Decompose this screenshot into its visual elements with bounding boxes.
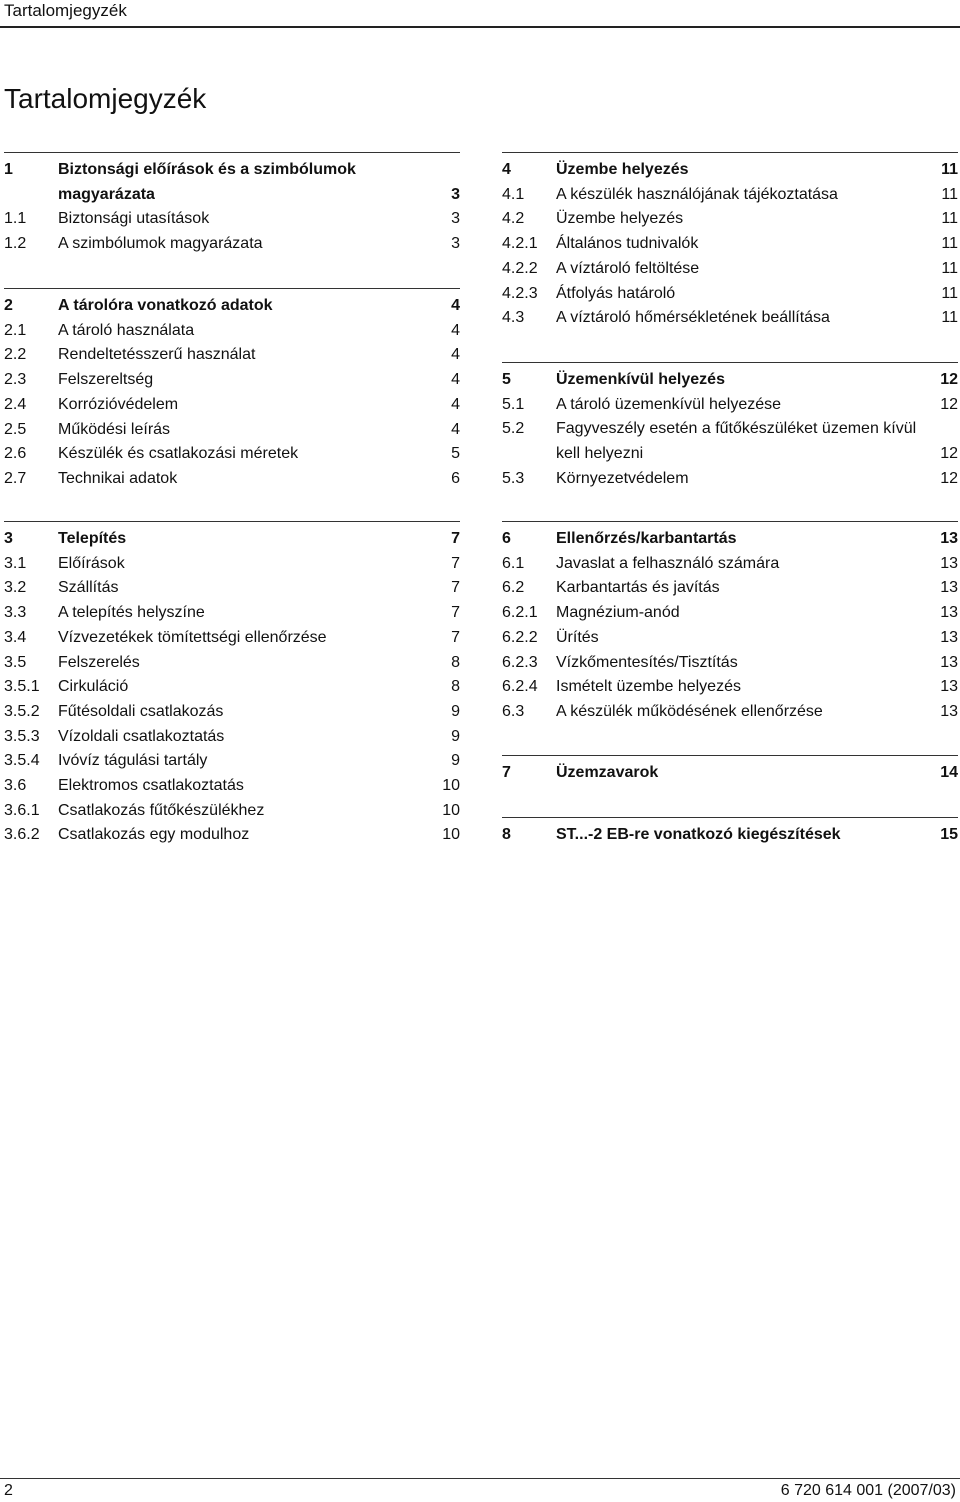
page-title: Tartalomjegyzék bbox=[4, 83, 207, 114]
toc-entry-title: Csatlakozás egy modulhoz bbox=[58, 826, 250, 844]
toc-entry-page: 15 bbox=[940, 826, 958, 843]
toc-entry-title: Átfolyás határoló bbox=[556, 284, 676, 302]
section-divider bbox=[4, 288, 460, 289]
toc-entry-number: 3.5.4 bbox=[4, 752, 40, 770]
toc-entry-title: A tároló üzemenkívül helyezése bbox=[556, 395, 782, 413]
toc-entry-page: 8 bbox=[451, 678, 460, 696]
toc-entry-title: Szállítás bbox=[58, 579, 119, 597]
toc-entry-number: 5.1 bbox=[502, 395, 525, 413]
toc-entry-page: 13 bbox=[940, 678, 958, 696]
toc-entry-page: 10 bbox=[442, 801, 460, 819]
toc-entry bbox=[4, 207, 460, 232]
toc-entry-number: 3.4 bbox=[4, 628, 27, 646]
running-header: Tartalomjegyzék bbox=[4, 1, 127, 20]
toc-entry-page: 12 bbox=[940, 445, 958, 463]
toc-entry-title: Környezetvédelem bbox=[556, 469, 689, 487]
toc-entry bbox=[4, 343, 460, 368]
toc-entry bbox=[502, 232, 958, 257]
header-divider bbox=[0, 26, 960, 28]
toc-entry-title: Magnézium-anód bbox=[556, 604, 680, 622]
section-divider bbox=[502, 362, 958, 363]
toc-entry-page: 13 bbox=[940, 530, 958, 547]
toc-entry-number: 4.1 bbox=[502, 185, 525, 203]
toc-entry-number: 1.2 bbox=[4, 235, 27, 253]
toc-entry-page: 11 bbox=[941, 235, 958, 253]
toc-entry bbox=[4, 467, 460, 492]
toc-entry-number: 6.3 bbox=[502, 702, 525, 720]
toc-entry-page: 12 bbox=[940, 395, 958, 413]
toc-entry-title: Ellenőrzés/karbantartás bbox=[556, 530, 737, 547]
toc-entry bbox=[502, 393, 958, 418]
toc-entry-page: 4 bbox=[451, 346, 460, 364]
toc-entry-title: Működési leírás bbox=[58, 420, 171, 438]
toc-entry-page: 13 bbox=[940, 554, 958, 572]
toc-entry bbox=[4, 393, 460, 418]
toc-entry-title: A készülék használójának tájékoztatása bbox=[556, 185, 838, 203]
toc-entry-number: 2.7 bbox=[4, 469, 27, 487]
section-divider bbox=[502, 755, 958, 756]
toc-entry bbox=[502, 700, 958, 725]
toc-entry-title: Üzembe helyezés bbox=[556, 161, 689, 178]
toc-entry bbox=[502, 651, 958, 676]
toc-entry-page: 4 bbox=[451, 420, 460, 438]
footer-document-id: 6 720 614 001 (2007/03) bbox=[780, 1482, 956, 1499]
toc-entry-number: 2.3 bbox=[4, 371, 27, 389]
toc-entry-number: 3.6.1 bbox=[4, 801, 40, 819]
toc-entry-page: 10 bbox=[442, 826, 460, 844]
toc-entry-number: 5.3 bbox=[502, 469, 525, 487]
toc-entry-list bbox=[502, 761, 958, 786]
section-divider bbox=[4, 521, 460, 522]
toc-entry-page: 7 bbox=[451, 604, 460, 622]
footer-divider bbox=[0, 1478, 960, 1479]
toc-entry-number: 3.1 bbox=[4, 554, 27, 572]
toc-entry bbox=[502, 306, 958, 331]
toc-entry bbox=[502, 257, 958, 282]
toc-entry-number: 4.2 bbox=[502, 210, 525, 228]
section-divider bbox=[502, 817, 958, 818]
toc-entry bbox=[502, 626, 958, 651]
toc-entry-title: Vízvezetékek tömítettségi ellenőrzése bbox=[58, 628, 327, 646]
toc-section-5 bbox=[502, 362, 958, 492]
toc-entry bbox=[502, 601, 958, 626]
toc-entry-page: 11 bbox=[941, 284, 958, 302]
toc-entry-title: A víztároló hőmérsékletének beállítása bbox=[556, 309, 830, 327]
toc-entry-number: 6.1 bbox=[502, 554, 525, 572]
toc-entry-number: 1 bbox=[4, 161, 13, 178]
toc-entry-title: Ürítés bbox=[556, 628, 599, 646]
toc-entry-page: 11 bbox=[941, 185, 958, 203]
toc-section-3 bbox=[4, 521, 460, 848]
toc-entry-list bbox=[4, 294, 460, 492]
toc-section-1 bbox=[4, 152, 460, 257]
toc-entry-number: 3.5.3 bbox=[4, 727, 40, 745]
toc-entry-title: A víztároló feltöltése bbox=[556, 259, 700, 277]
toc-entry-page: 4 bbox=[451, 297, 460, 314]
toc-entry-number: 3.5 bbox=[4, 653, 27, 671]
toc-entry-number: 6.2.4 bbox=[502, 678, 538, 696]
toc-entry-title: Vízoldali csatlakoztatás bbox=[58, 727, 225, 745]
toc-chapter-entry bbox=[502, 823, 958, 848]
toc-entry-page: 13 bbox=[940, 604, 958, 622]
toc-entry-page: 7 bbox=[451, 554, 460, 572]
toc-chapter-entry bbox=[4, 294, 460, 319]
toc-entry-title: Karbantartás és javítás bbox=[556, 579, 720, 597]
toc-entry bbox=[4, 368, 460, 393]
toc-entry-title: Üzemzavarok bbox=[556, 764, 659, 781]
toc-entry-list bbox=[502, 527, 958, 725]
toc-section-2 bbox=[4, 288, 460, 492]
toc-entry-title: Technikai adatok bbox=[58, 469, 178, 487]
toc-chapter-entry bbox=[502, 368, 958, 393]
toc-entry-number: 4.2.1 bbox=[502, 235, 538, 253]
toc-entry-number: 3 bbox=[4, 530, 13, 547]
toc-entry-page: 13 bbox=[940, 702, 958, 720]
toc-entry-page: 11 bbox=[941, 259, 958, 277]
toc-entry bbox=[502, 552, 958, 577]
toc-entry-list bbox=[4, 158, 460, 257]
toc-section-7 bbox=[502, 755, 958, 786]
toc-entry-number: 2.5 bbox=[4, 420, 27, 438]
toc-entry-number: 4.2.2 bbox=[502, 259, 538, 277]
toc-entry-page: 13 bbox=[940, 579, 958, 597]
toc-entry-number: 3.6.2 bbox=[4, 826, 40, 844]
toc-entry-number: 7 bbox=[502, 764, 511, 781]
toc-entry bbox=[502, 417, 958, 466]
toc-chapter-entry bbox=[502, 761, 958, 786]
toc-section-8 bbox=[502, 817, 958, 848]
toc-entry-title: Készülék és csatlakozási méretek bbox=[58, 445, 299, 463]
toc-entry-page: 11 bbox=[941, 161, 958, 178]
toc-entry-title: Rendeltetésszerű használat bbox=[58, 346, 256, 364]
toc-entry bbox=[502, 282, 958, 307]
toc-entry-number: 4.3 bbox=[502, 309, 525, 327]
toc-entry-number: 2.2 bbox=[4, 346, 27, 364]
toc-entry bbox=[502, 675, 958, 700]
toc-entry-list bbox=[4, 527, 460, 848]
toc-entry-page: 14 bbox=[940, 764, 958, 781]
toc-entry bbox=[4, 576, 460, 601]
toc-entry bbox=[4, 601, 460, 626]
toc-entry bbox=[4, 725, 460, 750]
toc-entry-title: Biztonsági előírások és a szimbólumok magyarázata bbox=[58, 161, 356, 203]
toc-entry-page: 9 bbox=[451, 752, 460, 770]
toc-entry-title: Vízkőmentesítés/Tisztítás bbox=[556, 653, 738, 671]
toc-chapter-entry bbox=[502, 158, 958, 183]
footer-page-number: 2 bbox=[4, 1482, 13, 1499]
section-divider bbox=[502, 152, 958, 153]
toc-entry-title: Fagyveszély esetén a fűtőkészüléket üzemen kívül kell helyezni bbox=[556, 420, 917, 463]
toc-entry bbox=[4, 552, 460, 577]
toc-entry bbox=[4, 418, 460, 443]
toc-entry-title: A tárolóra vonatkozó adatok bbox=[58, 297, 273, 314]
toc-entry-title: Elektromos csatlakoztatás bbox=[58, 777, 244, 795]
toc-entry bbox=[4, 700, 460, 725]
toc-entry-number: 8 bbox=[502, 826, 511, 843]
toc-entry-page: 7 bbox=[451, 628, 460, 646]
toc-entry bbox=[502, 576, 958, 601]
toc-entry-title: A tároló használata bbox=[58, 321, 195, 339]
toc-entry-number: 3.5.1 bbox=[4, 678, 40, 696]
toc-entry-title: Telepítés bbox=[58, 530, 127, 547]
toc-entry-page: 13 bbox=[940, 628, 958, 646]
toc-entry-title: A telepítés helyszíne bbox=[58, 604, 205, 622]
toc-entry-number: 3.6 bbox=[4, 777, 27, 795]
toc-entry-page: 3 bbox=[451, 235, 460, 253]
section-divider bbox=[502, 521, 958, 522]
toc-entry bbox=[4, 799, 460, 824]
toc-chapter-entry bbox=[4, 527, 460, 552]
toc-entry-page: 3 bbox=[451, 210, 460, 228]
toc-entry-number: 6.2.1 bbox=[502, 604, 538, 622]
toc-entry-number: 5 bbox=[502, 371, 511, 388]
toc-entry-title: Felszerelés bbox=[58, 653, 140, 671]
toc-section-6 bbox=[502, 521, 958, 725]
toc-entry-page: 4 bbox=[451, 321, 460, 339]
toc-entry bbox=[4, 651, 460, 676]
toc-entry-title: Felszereltség bbox=[58, 371, 154, 389]
toc-entry-page: 8 bbox=[451, 653, 460, 671]
toc-entry-page: 12 bbox=[940, 469, 958, 487]
toc-entry-title: Javaslat a felhasználó számára bbox=[556, 554, 780, 572]
toc-entry-number: 4 bbox=[502, 161, 511, 178]
toc-entry-title: Üzembe helyezés bbox=[556, 210, 684, 228]
toc-entry-number: 5.2 bbox=[502, 420, 525, 438]
toc-entry-list bbox=[502, 368, 958, 492]
toc-chapter-entry bbox=[4, 158, 460, 207]
toc-entry-page: 5 bbox=[451, 445, 460, 463]
toc-entry-page: 13 bbox=[940, 653, 958, 671]
toc-entry bbox=[4, 774, 460, 799]
toc-entry-number: 6.2 bbox=[502, 579, 525, 597]
toc-entry-page: 11 bbox=[941, 210, 958, 228]
toc-entry-title: Ivóvíz tágulási tartály bbox=[58, 752, 208, 770]
toc-entry bbox=[4, 319, 460, 344]
toc-entry-page: 10 bbox=[442, 777, 460, 795]
toc-entry-title: Előírások bbox=[58, 554, 125, 572]
toc-entry-number: 2.4 bbox=[4, 395, 27, 413]
toc-entry-title: Ismételt üzembe helyezés bbox=[556, 678, 741, 696]
toc-entry-title: Biztonsági utasítások bbox=[58, 210, 210, 228]
toc-entry bbox=[4, 823, 460, 848]
toc-entry-title: A szimbólumok magyarázata bbox=[58, 235, 263, 253]
toc-entry-number: 6.2.2 bbox=[502, 628, 538, 646]
toc-entry-page: 3 bbox=[451, 185, 460, 203]
toc-entry-page: 7 bbox=[451, 530, 460, 547]
toc-entry-title: Általános tudnivalók bbox=[556, 235, 699, 253]
toc-entry-title: Korrózióvédelem bbox=[58, 395, 179, 413]
toc-entry-page: 4 bbox=[451, 371, 460, 389]
toc-entry bbox=[4, 442, 460, 467]
toc-entry-number: 3.3 bbox=[4, 604, 27, 622]
toc-entry-number: 4.2.3 bbox=[502, 284, 538, 302]
toc-entry-number: 2.1 bbox=[4, 321, 27, 339]
toc-entry bbox=[4, 749, 460, 774]
toc-entry-title: Cirkuláció bbox=[58, 678, 129, 696]
toc-entry-number: 3.2 bbox=[4, 579, 27, 597]
toc-entry-number: 6 bbox=[502, 530, 511, 547]
toc-section-4 bbox=[502, 152, 958, 331]
toc-entry-page: 11 bbox=[941, 309, 958, 327]
toc-entry-title: Fűtésoldali csatlakozás bbox=[58, 702, 224, 720]
toc-entry bbox=[4, 675, 460, 700]
toc-entry-title: A készülék működésének ellenőrzése bbox=[556, 702, 823, 720]
toc-entry-page: 12 bbox=[940, 371, 958, 388]
toc-entry-title: Csatlakozás fűtőkészülékhez bbox=[58, 801, 265, 819]
toc-entry-page: 4 bbox=[451, 395, 460, 413]
toc-entry bbox=[502, 207, 958, 232]
toc-entry-number: 1.1 bbox=[4, 210, 27, 228]
toc-entry bbox=[4, 232, 460, 257]
toc-entry bbox=[502, 183, 958, 208]
toc-entry bbox=[4, 626, 460, 651]
toc-chapter-entry bbox=[502, 527, 958, 552]
toc-entry-number: 2 bbox=[4, 297, 13, 314]
toc-entry-title: Üzemenkívül helyezés bbox=[556, 371, 725, 388]
toc-entry bbox=[502, 467, 958, 492]
toc-entry-list bbox=[502, 823, 958, 848]
toc-entry-list bbox=[502, 158, 958, 331]
toc-entry-number: 3.5.2 bbox=[4, 702, 40, 720]
toc-entry-page: 9 bbox=[451, 702, 460, 720]
toc-entry-page: 9 bbox=[451, 727, 460, 745]
toc-entry-page: 6 bbox=[451, 469, 460, 487]
toc-entry-title: ST...-2 EB-re vonatkozó kiegészítések bbox=[556, 826, 841, 843]
toc-entry-number: 2.6 bbox=[4, 445, 27, 463]
section-divider bbox=[4, 152, 460, 153]
toc-entry-number: 6.2.3 bbox=[502, 653, 538, 671]
toc-entry-page: 7 bbox=[451, 579, 460, 597]
